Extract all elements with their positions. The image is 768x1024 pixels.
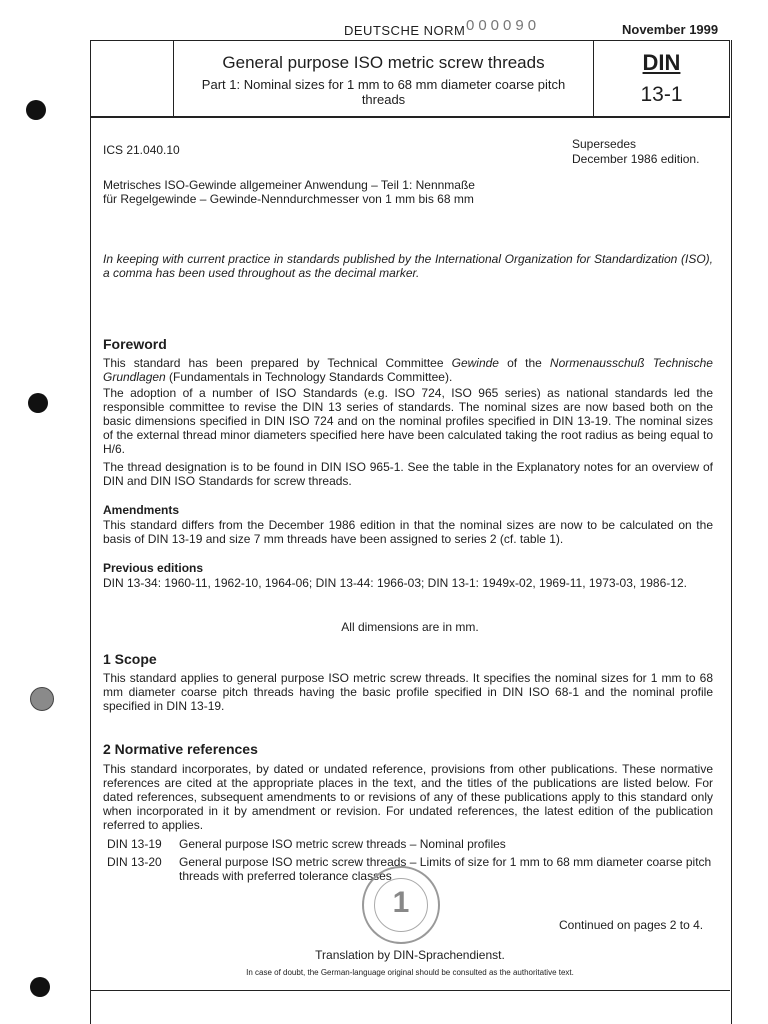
foreword-paragraph-3: The thread designation is to be found in DIN ISO 965-1. See the table in the Explanatory notes for an overview of DIN and DIN ISO Standards for screw threads. [103,460,713,488]
punch-hole-1 [26,100,46,120]
previous-editions-text: DIN 13-34: 1960-11, 1962-10, 1964-06; DIN 13-44: 1966-03; DIN 13-1: 1949x-02, 1969-11, 1973-03, 1986-12. [103,576,687,590]
reference-title: General purpose ISO metric screw threads – Nominal profiles [179,837,506,851]
normative-references-text: This standard incorporates, by dated or undated reference, provisions from other publications. These normative references are cited at the appropriate places in the text, and the titles of the publications are listed below. For dated references, subsequent amendments to or revisions of any of these publications apply to this standard only when incorporated in it by amendment or revision. For undated references, the latest edition of the publication referred to applies. [103,762,713,832]
foreword-heading: Foreword [103,336,167,352]
german-title-line-2: für Regelgewinde – Gewinde-Nenndurchmesser von 1 mm bis 68 mm [103,192,474,206]
supersedes-label: Supersedes [572,137,637,151]
punch-hole-3 [30,687,54,711]
din-label: DIN [642,50,681,75]
reference-code: DIN 13-20 [107,855,162,869]
foreword-paragraph-1: This standard has been prepared by Technical Committee Gewinde of the Normenausschuß Technische Grundlagen (Fundamentals in Technology Standards Committee). [103,356,713,384]
ics-code: ICS 21.040.10 [103,143,180,157]
issue-date: November 1999 [622,22,719,37]
scope-heading: 1 Scope [103,651,157,667]
footer-box [90,990,730,1024]
din-number: 13-1 [640,83,683,106]
foreword-paragraph-2: The adoption of a number of ISO Standards (e.g. ISO 724, ISO 965 series) as national standards led the responsible committee to revise the DIN 13 series of standards. The nominal sizes are now based both on the basic dimensions specified in DIN ISO 724 and on the nominal profiles specified in DIN 13-19. The nominal sizes of the external thread minor diameters specified here have been calculated taking the root radius as being equal to H/6. [103,386,713,456]
german-title-line-1: Metrisches ISO-Gewinde allgemeiner Anwendung – Teil 1: Nennmaße [103,178,475,192]
translation-credit: Translation by DIN-Sprachendienst. [315,948,505,962]
amendments-text: This standard differs from the December 1986 edition in that the nominal sizes are now to be calculated on the basis of DIN 13-19 and size 7 mm threads have been assigned to series 2 (cf. table 1). [103,518,713,546]
stamp-number: 1 [392,886,410,919]
approval-stamp [362,866,440,944]
reference-title: General purpose ISO metric screw threads – Limits of size for 1 mm to 68 mm diameter coarse pitch threads with preferred tolerance classes [179,855,712,883]
continued-note: Continued on pages 2 to 4. [559,918,704,932]
authoritative-text-note: In case of doubt, the German-language original should be consulted as the authoritative text. [246,968,574,977]
punch-hole-2 [28,393,48,413]
amendments-heading: Amendments [103,503,180,517]
punch-hole-4 [30,977,50,997]
document-subtitle: Part 1: Nominal sizes for 1 mm to 68 mm diameter coarse pitch threads [201,77,566,107]
dimensions-note: All dimensions are in mm. [341,620,479,634]
scope-text: This standard applies to general purpose ISO metric screw threads. It specifies the nominal sizes for 1 mm to 68 mm diameter coarse pitch threads having the basic profile specified in DIN ISO 68-1 and the nominal profile specified in DIN 13-19. [103,671,713,713]
norm-label: DEUTSCHE NORM [344,23,466,38]
normative-references-heading: 2 Normative references [103,741,258,757]
reference-code: DIN 13-19 [107,837,162,851]
previous-editions-heading: Previous editions [103,561,204,575]
serial-number: 000090 [466,17,541,34]
supersedes-edition: December 1986 edition. [572,152,700,166]
title-block [90,40,730,118]
document-title: General purpose ISO metric screw threads [222,53,545,72]
decimal-marker-note: In keeping with current practice in standards published by the International Organization for Standardization (ISO), a comma has been used throughout as the decimal marker. [103,252,713,280]
